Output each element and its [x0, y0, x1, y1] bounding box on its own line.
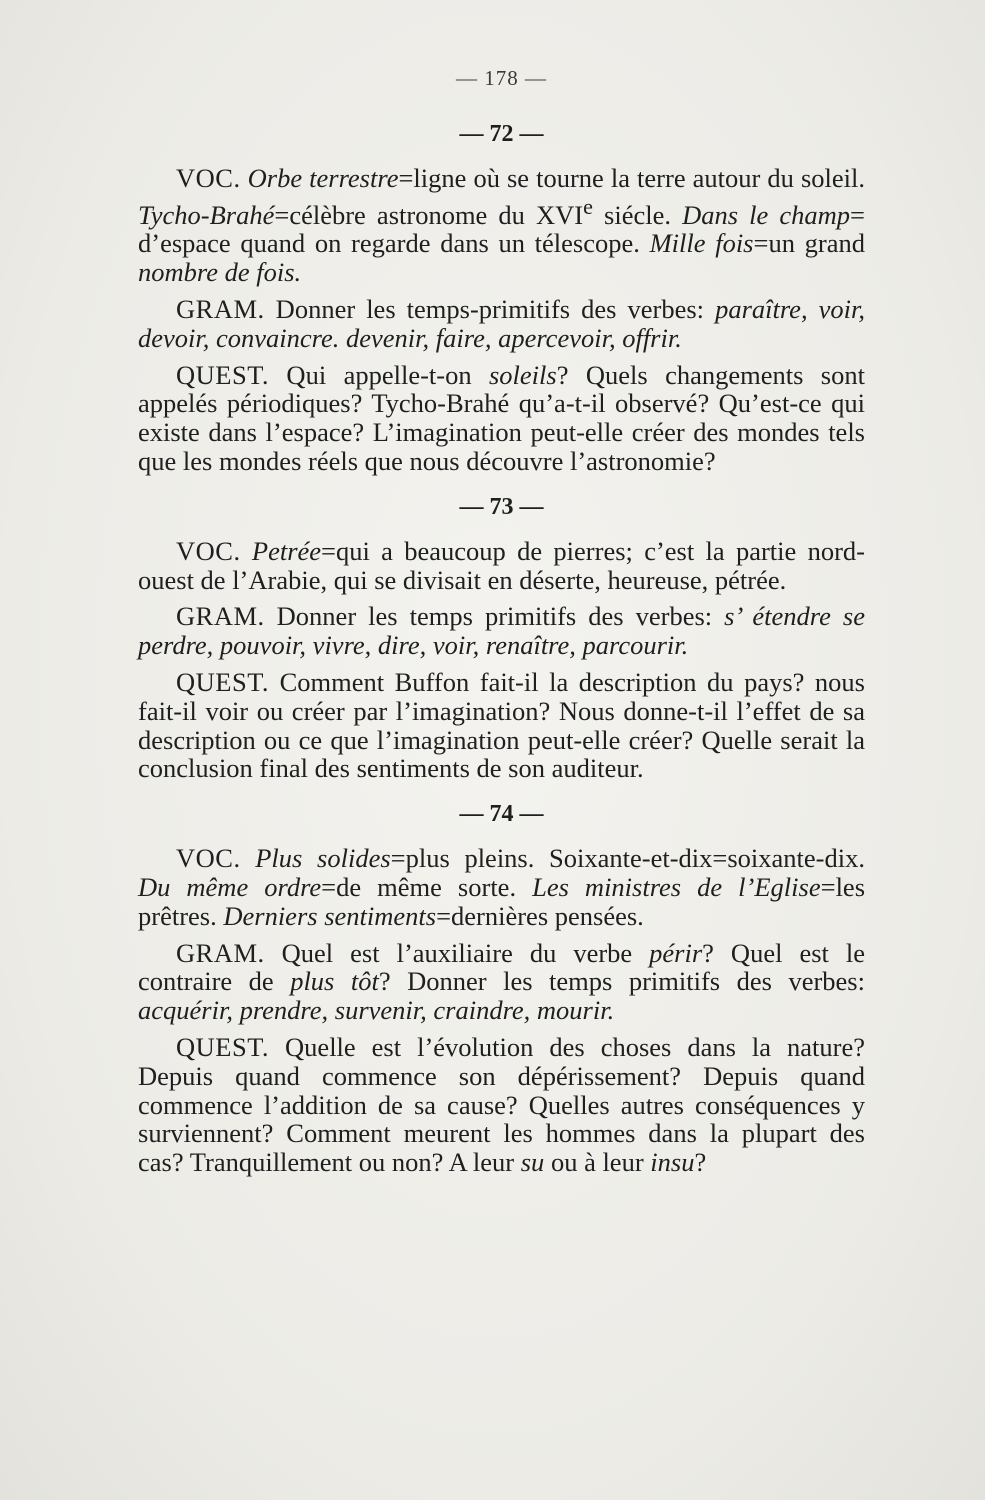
italic-term: s’ étendre se perdre, pouvoir, vivre, dire, voir, renaître, parcourir.	[138, 601, 865, 661]
exercise-label: GRAM.	[176, 294, 265, 325]
exercise-label: QUEST.	[176, 1031, 270, 1062]
lesson-section	[138, 121, 865, 476]
text-run: Qui appelle-t-on	[269, 359, 489, 390]
lesson-section	[138, 494, 865, 783]
exercise-label: VOC.	[176, 163, 241, 193]
text-run: ?	[694, 1147, 707, 1178]
italic-term: Plus solides	[255, 843, 391, 874]
italic-term: su	[520, 1147, 545, 1178]
text-run: ou à leur	[544, 1147, 651, 1178]
exercise-label: QUEST.	[176, 359, 270, 390]
superscript-text: e	[583, 193, 593, 219]
exercise-paragraph	[138, 844, 865, 930]
text-run: =de même sorte.	[321, 871, 533, 902]
italic-term: soleils	[488, 359, 557, 390]
text-run: Quelle est l’évolution des choses dans la nature? Depuis quand commence son dépérissement? Depuis quand commence l’addition de sa cause? Quelles autres conséquences y surviennent? Comment meurent les hommes dans la plupart des cas? Tranquillement ou non? A leur	[138, 1031, 865, 1178]
text-run	[241, 163, 248, 193]
text-run: ? Quels changements sont appelés périodiques? Tycho-Brahé qu’a-t-il observé? Qu’est-ce qui existe dans l’espace? L’imagination peut-elle créer des mondes tels que les mondes réels que nous découvre l’astronomie?	[138, 359, 865, 476]
text-run: =dernières pensées.	[436, 900, 644, 931]
text-run: ? Quel est le contraire de	[138, 937, 865, 997]
text-run: =plus pleins. Soixante-et-dix=soixante-dix.	[390, 843, 865, 874]
lesson-sections	[138, 121, 865, 1177]
text-run: =un grand	[753, 228, 865, 259]
text-run: =ligne où se tourne la terre autour du soleil.	[398, 163, 865, 193]
text-run	[241, 536, 252, 566]
page-number: — 178 —	[456, 66, 547, 90]
lesson-section	[138, 801, 865, 1177]
exercise-paragraph	[138, 537, 865, 595]
exercise-paragraph	[138, 668, 865, 783]
italic-term: Petrée	[251, 535, 322, 566]
exercise-paragraph	[138, 361, 865, 476]
exercise-label: GRAM.	[176, 601, 265, 632]
exercise-label: VOC.	[176, 535, 241, 566]
text-run: = d’espace quand on regarde dans un télescope.	[138, 199, 865, 259]
italic-term: nombre de fois.	[138, 257, 302, 288]
text-run: Donner les temps-primitifs des verbes:	[264, 294, 716, 325]
exercise-label: VOC.	[176, 843, 241, 874]
exercise-paragraph	[138, 602, 865, 660]
exercise-paragraph	[138, 295, 865, 353]
section-number: — 72 —	[459, 121, 544, 147]
text-run: =qui a beaucoup de pierres; c’est la partie nord-ouest de l’Arabie, qui se divisait en déserte, heureuse, pétrée.	[138, 535, 865, 595]
italic-term: plus tôt	[290, 966, 379, 997]
exercise-paragraph	[138, 939, 865, 1025]
section-number: — 73 —	[459, 493, 544, 520]
section-number: — 74 —	[459, 801, 544, 828]
italic-term: acquérir, prendre, survenir, craindre, mourir.	[138, 995, 615, 1026]
text-run: =célèbre astronome du XVI	[274, 199, 584, 230]
text-run: Quel est l’auxiliaire du verbe	[264, 937, 650, 968]
italic-term: Orbe terrestre	[247, 163, 399, 193]
italic-term: périr	[649, 937, 703, 968]
text-run: ? Donner les temps primitifs des verbes:	[378, 966, 865, 997]
italic-term: Tycho-Brahé	[138, 199, 275, 230]
italic-term: Du même ordre	[138, 871, 322, 902]
italic-term: Les ministres de l’Eglise	[532, 871, 821, 902]
exercise-label: GRAM.	[176, 937, 265, 968]
italic-term: Mille fois	[649, 228, 754, 259]
italic-term: Dans le champ	[682, 199, 851, 230]
italic-term: paraître, voir, devoir, convaincre. devenir, faire, apercevoir, offrir.	[138, 294, 865, 353]
exercise-paragraph	[138, 1033, 865, 1177]
text-run	[241, 843, 256, 873]
exercise-label: QUEST.	[176, 666, 270, 697]
text-run: =les prêtres.	[138, 871, 866, 931]
text-run: siécle.	[592, 199, 683, 230]
italic-term: insu	[650, 1147, 695, 1178]
italic-term: Derniers sentiments	[223, 900, 437, 931]
text-run: Donner les temps primitifs des verbes:	[264, 601, 725, 632]
text-run: Comment Buffon fait-il la description du pays? nous fait-il voir ou créer par l’imagination? Nous donne-t-il l’effet de sa description ou ce que l’imagination peut-elle créer? Quelle serait la conclusion final des sentiments de son auditeur.	[138, 666, 865, 784]
exercise-paragraph	[138, 164, 865, 287]
